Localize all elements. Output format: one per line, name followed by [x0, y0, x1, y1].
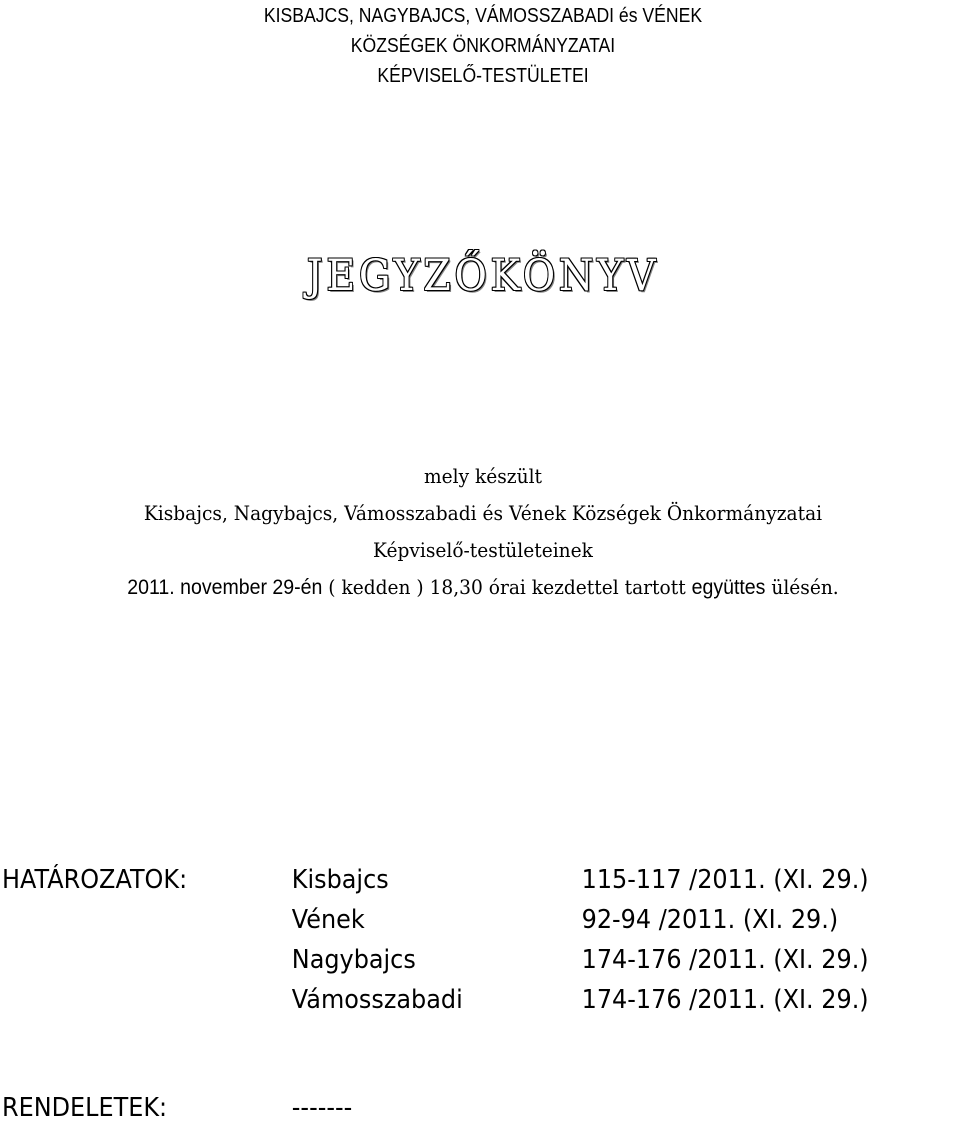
resolution-number: 174-176 /2011. (XI. 29.): [581, 985, 869, 1015]
meeting-date: 2011. november 29-én: [127, 576, 323, 599]
intro-line-3: Képviselő-testületeinek: [373, 538, 593, 562]
resolutions-table: [2, 860, 869, 1020]
intro-line-2: Kisbajcs, Nagybajcs, Vámosszabadi és Vének Községek Önkormányzatai: [143, 501, 823, 525]
meeting-details: ( kedden ) 18,30 órai kezdettel tartott: [322, 575, 692, 599]
resolution-place: Nagybajcs: [291, 945, 416, 975]
meeting-joint: együttes: [691, 576, 766, 599]
resolution-row: [2, 900, 869, 940]
intro-line-1: mely készült: [423, 464, 543, 488]
decrees-value: -------: [291, 1093, 353, 1123]
resolution-number: 92-94 /2011. (XI. 29.): [581, 905, 839, 935]
intro-block: [34, 458, 932, 606]
header-line-2: KÖZSÉGEK ÖNKORMÁNYZATAI: [350, 35, 616, 57]
document-title: JEGYZŐKÖNYV: [306, 251, 660, 301]
resolution-place: Vámosszabadi: [291, 985, 463, 1015]
header-line-3: KÉPVISELŐ-TESTÜLETEI: [377, 65, 589, 87]
document-header: [58, 1, 908, 91]
decrees-row: [2, 1088, 352, 1128]
resolution-number: 115-117 /2011. (XI. 29.): [581, 865, 869, 895]
resolutions-label: HATÁROZATOK:: [2, 865, 188, 895]
meeting-end: ülésén.: [765, 575, 839, 599]
intro-line-4: [34, 569, 932, 606]
header-line-1: KISBAJCS, NAGYBAJCS, VÁMOSSZABADI és VÉNEK: [263, 5, 703, 27]
resolution-row: [2, 980, 869, 1020]
resolution-row: [2, 940, 869, 980]
resolution-place: Vének: [291, 905, 365, 935]
resolution-number: 174-176 /2011. (XI. 29.): [581, 945, 869, 975]
decrees-label: RENDELETEK:: [2, 1093, 168, 1123]
resolution-row: [2, 860, 869, 900]
resolution-place: Kisbajcs: [291, 865, 389, 895]
